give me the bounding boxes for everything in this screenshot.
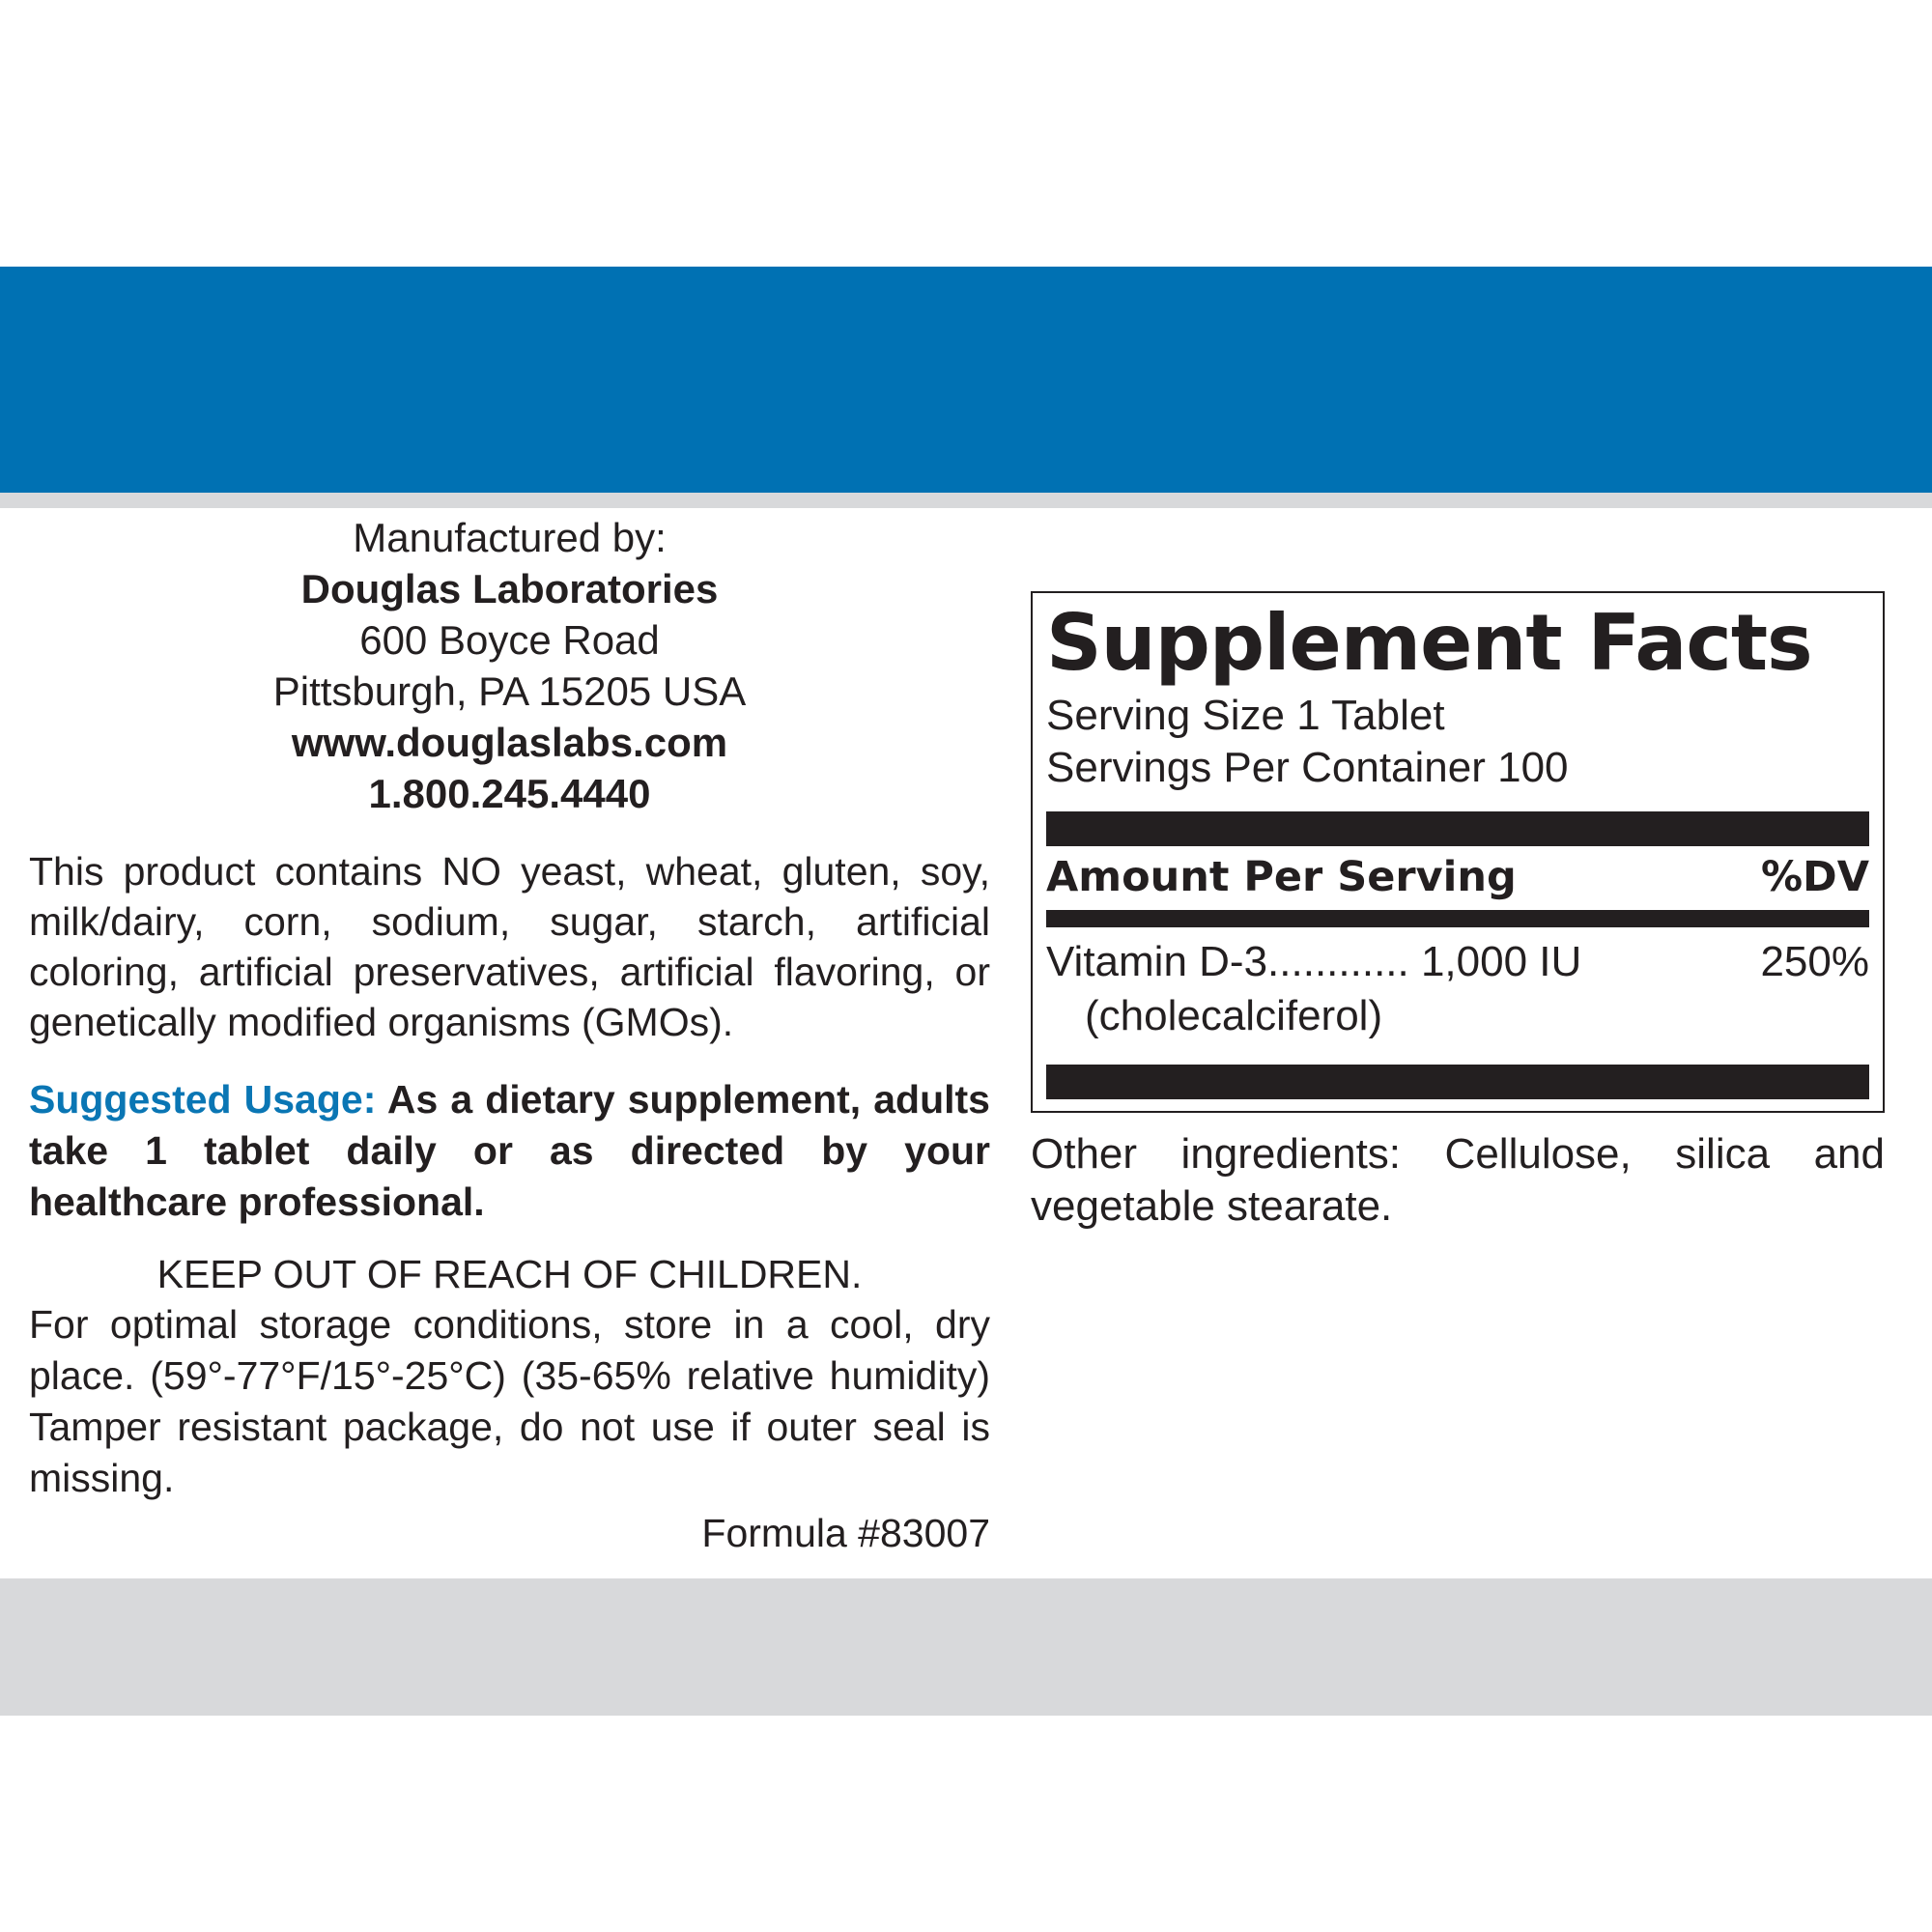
serving-size: Serving Size 1 Tablet — [1046, 692, 1445, 739]
address-line-1: 600 Boyce Road — [359, 617, 660, 663]
suggested-usage — [29, 1074, 990, 1228]
nutrient-dv: 250% — [1760, 938, 1869, 985]
divider-bottom — [1046, 1065, 1869, 1099]
phone-number[interactable]: 1.800.245.4440 — [368, 771, 651, 816]
supplement-facts-panel — [1031, 591, 1885, 1113]
header-gray-strip — [0, 493, 1932, 508]
free-from-statement: This product contains NO yeast, wheat, gluten, soy, milk/dairy, corn, sodium, sugar, starch, artificial coloring, artificial preservatives, artificial flavoring, or genetically modified organisms (GMOs). — [29, 849, 990, 1044]
supplement-facts-title: Supplement Facts — [1046, 598, 1812, 688]
child-warning: KEEP OUT OF REACH OF CHILDREN. — [156, 1252, 863, 1296]
usage-label: Suggested Usage: — [29, 1077, 377, 1122]
divider-thick — [1046, 811, 1869, 846]
servings-per-container: Servings Per Container 100 — [1046, 744, 1569, 791]
dv-header: %DV — [1760, 853, 1869, 901]
company-name: Douglas Laboratories — [300, 566, 719, 611]
divider-medium — [1046, 910, 1869, 927]
storage-instructions: For optimal storage conditions, store in a cool, dry place. (59°-77°F/15°-25°C) (35-65% relative humidity) Tamper resistant package, do not use if outer seal is missing. — [29, 1302, 990, 1500]
website-link[interactable]: www.douglaslabs.com — [291, 720, 728, 765]
nutrient-name-amount: Vitamin D-3............ 1,000 IU — [1046, 938, 1582, 985]
header-blue-band — [0, 267, 1932, 493]
nutrient-row — [1046, 935, 1869, 989]
label-left-column — [29, 512, 990, 1558]
manufacturer-block — [29, 512, 990, 819]
usage-text: As a dietary supplement, adults take 1 tablet daily or as directed by your healthcare professional. — [29, 1077, 990, 1224]
other-ingredients: Other ingredients: Cellulose, silica and vegetable stearate. — [1031, 1130, 1885, 1230]
address-line-2: Pittsburgh, PA 15205 USA — [272, 668, 747, 714]
manufacturer-heading: Manufactured by: — [353, 515, 667, 560]
amount-header-row — [1046, 848, 1869, 906]
amount-per-serving-header: Amount Per Serving — [1046, 853, 1517, 901]
nutrient-subname: (cholecalciferol) — [1085, 992, 1383, 1039]
footer-gray-band — [0, 1578, 1932, 1716]
formula-number: Formula #83007 — [701, 1511, 990, 1555]
